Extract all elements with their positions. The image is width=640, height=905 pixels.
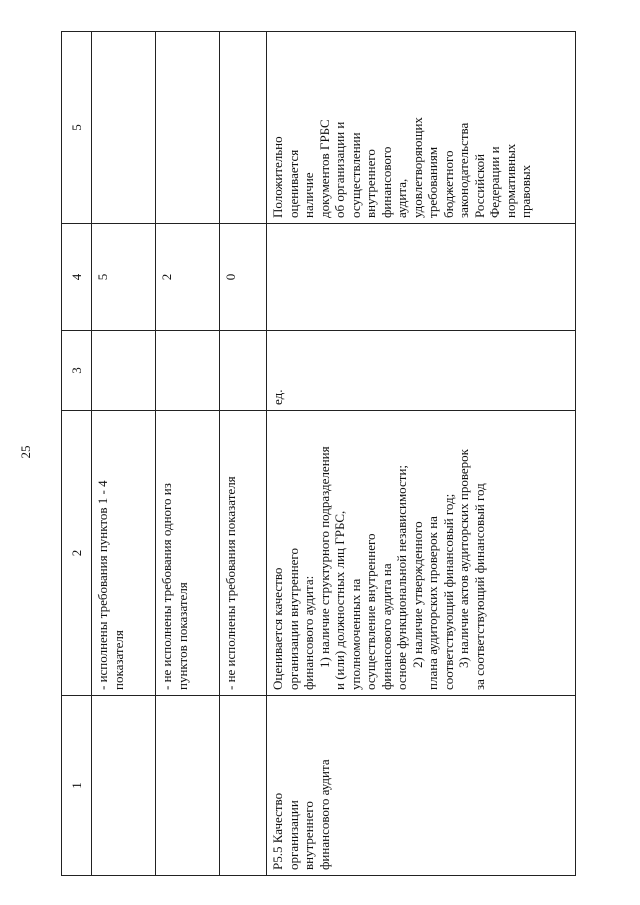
unit-cell: ед. <box>267 331 576 411</box>
note-cell <box>156 32 220 224</box>
score-cell: 2 <box>156 224 220 331</box>
note-line: внутреннего <box>363 149 378 218</box>
score-cell: 5 <box>92 224 156 331</box>
description-line: плана аудиторских проверок на <box>425 516 440 690</box>
description-line: - не исполнены требования показателя <box>223 476 238 690</box>
note-line: нормативных <box>502 143 518 218</box>
column-header: 2 <box>62 411 92 696</box>
indicator-line: внутреннего <box>301 801 316 870</box>
note-line: бюджетного <box>440 150 456 218</box>
description-line: финансового аудита на <box>378 563 394 690</box>
indicator-cell <box>156 696 220 876</box>
note-cell <box>267 32 576 224</box>
note-line: требованиям <box>425 146 440 218</box>
description-line: основе функциональной независимости; <box>394 464 409 690</box>
description-cell <box>267 411 576 696</box>
description-line: за соответствующий финансовый год <box>471 483 487 690</box>
note-line: оценивается <box>285 149 301 218</box>
description-line: - исполнены требования пунктов 1 - 4 <box>95 480 110 690</box>
description-line: финансового аудита: <box>301 575 316 690</box>
description-line: соответствующий финансовый год; <box>440 493 456 690</box>
table-row <box>156 32 220 876</box>
description-line: осуществление внутреннего <box>363 533 378 690</box>
note-line: правовых <box>518 164 533 218</box>
table-rotated-container <box>61 32 576 876</box>
score-cell: 0 <box>220 224 267 331</box>
description-line: показателя <box>110 630 126 690</box>
unit-cell <box>156 331 220 411</box>
note-line: об организации и <box>332 121 347 218</box>
description-line: 1) наличие структурного подразделения <box>316 446 332 668</box>
note-line: удовлетворяющих <box>409 117 425 218</box>
column-header: 5 <box>62 32 92 224</box>
score-cell <box>267 224 576 331</box>
table-row <box>92 32 156 876</box>
note-line: Положительно <box>270 136 285 218</box>
note-line: Федерации и <box>487 146 502 218</box>
description-line: пунктов показателя <box>174 582 190 690</box>
description-line: Оценивается качество <box>270 567 285 690</box>
column-header: 1 <box>62 696 92 876</box>
unit-cell <box>92 331 156 411</box>
note-line: Российской <box>471 153 487 218</box>
page-number: 25 <box>18 445 33 459</box>
indicator-line: P5.5 Качество <box>270 792 285 870</box>
column-header: 4 <box>62 224 92 331</box>
table-row <box>267 32 576 876</box>
header-row <box>62 32 92 876</box>
note-line: финансового <box>378 146 394 218</box>
indicator-line: финансового аудита <box>316 759 332 870</box>
note-line: законодательства <box>456 122 471 218</box>
description-cell <box>220 411 267 696</box>
table-row <box>220 32 267 876</box>
column-header: 3 <box>62 331 92 411</box>
note-line: наличие <box>301 172 316 218</box>
indicator-cell <box>220 696 267 876</box>
description-line: 2) наличие утвержденного <box>409 521 425 668</box>
description-cell <box>156 411 220 696</box>
unit-cell <box>220 331 267 411</box>
indicator-cell <box>267 696 576 876</box>
description-line: уполномоченных на <box>347 578 363 690</box>
note-cell <box>220 32 267 224</box>
note-line: аудита, <box>394 178 409 218</box>
criteria-table <box>61 31 576 876</box>
description-line: - не исполнены требования одного из <box>159 483 174 690</box>
description-cell <box>92 411 156 696</box>
note-cell <box>92 32 156 224</box>
description-line: организации внутреннего <box>285 548 301 690</box>
description-line: и (или) должностных лиц ГРБС, <box>332 510 347 690</box>
indicator-cell <box>92 696 156 876</box>
indicator-line: организации <box>285 800 301 870</box>
note-line: осуществлении <box>347 132 363 218</box>
note-line: документов ГРБС <box>316 119 332 218</box>
description-line: 3) наличие актов аудиторских проверок <box>456 449 471 668</box>
